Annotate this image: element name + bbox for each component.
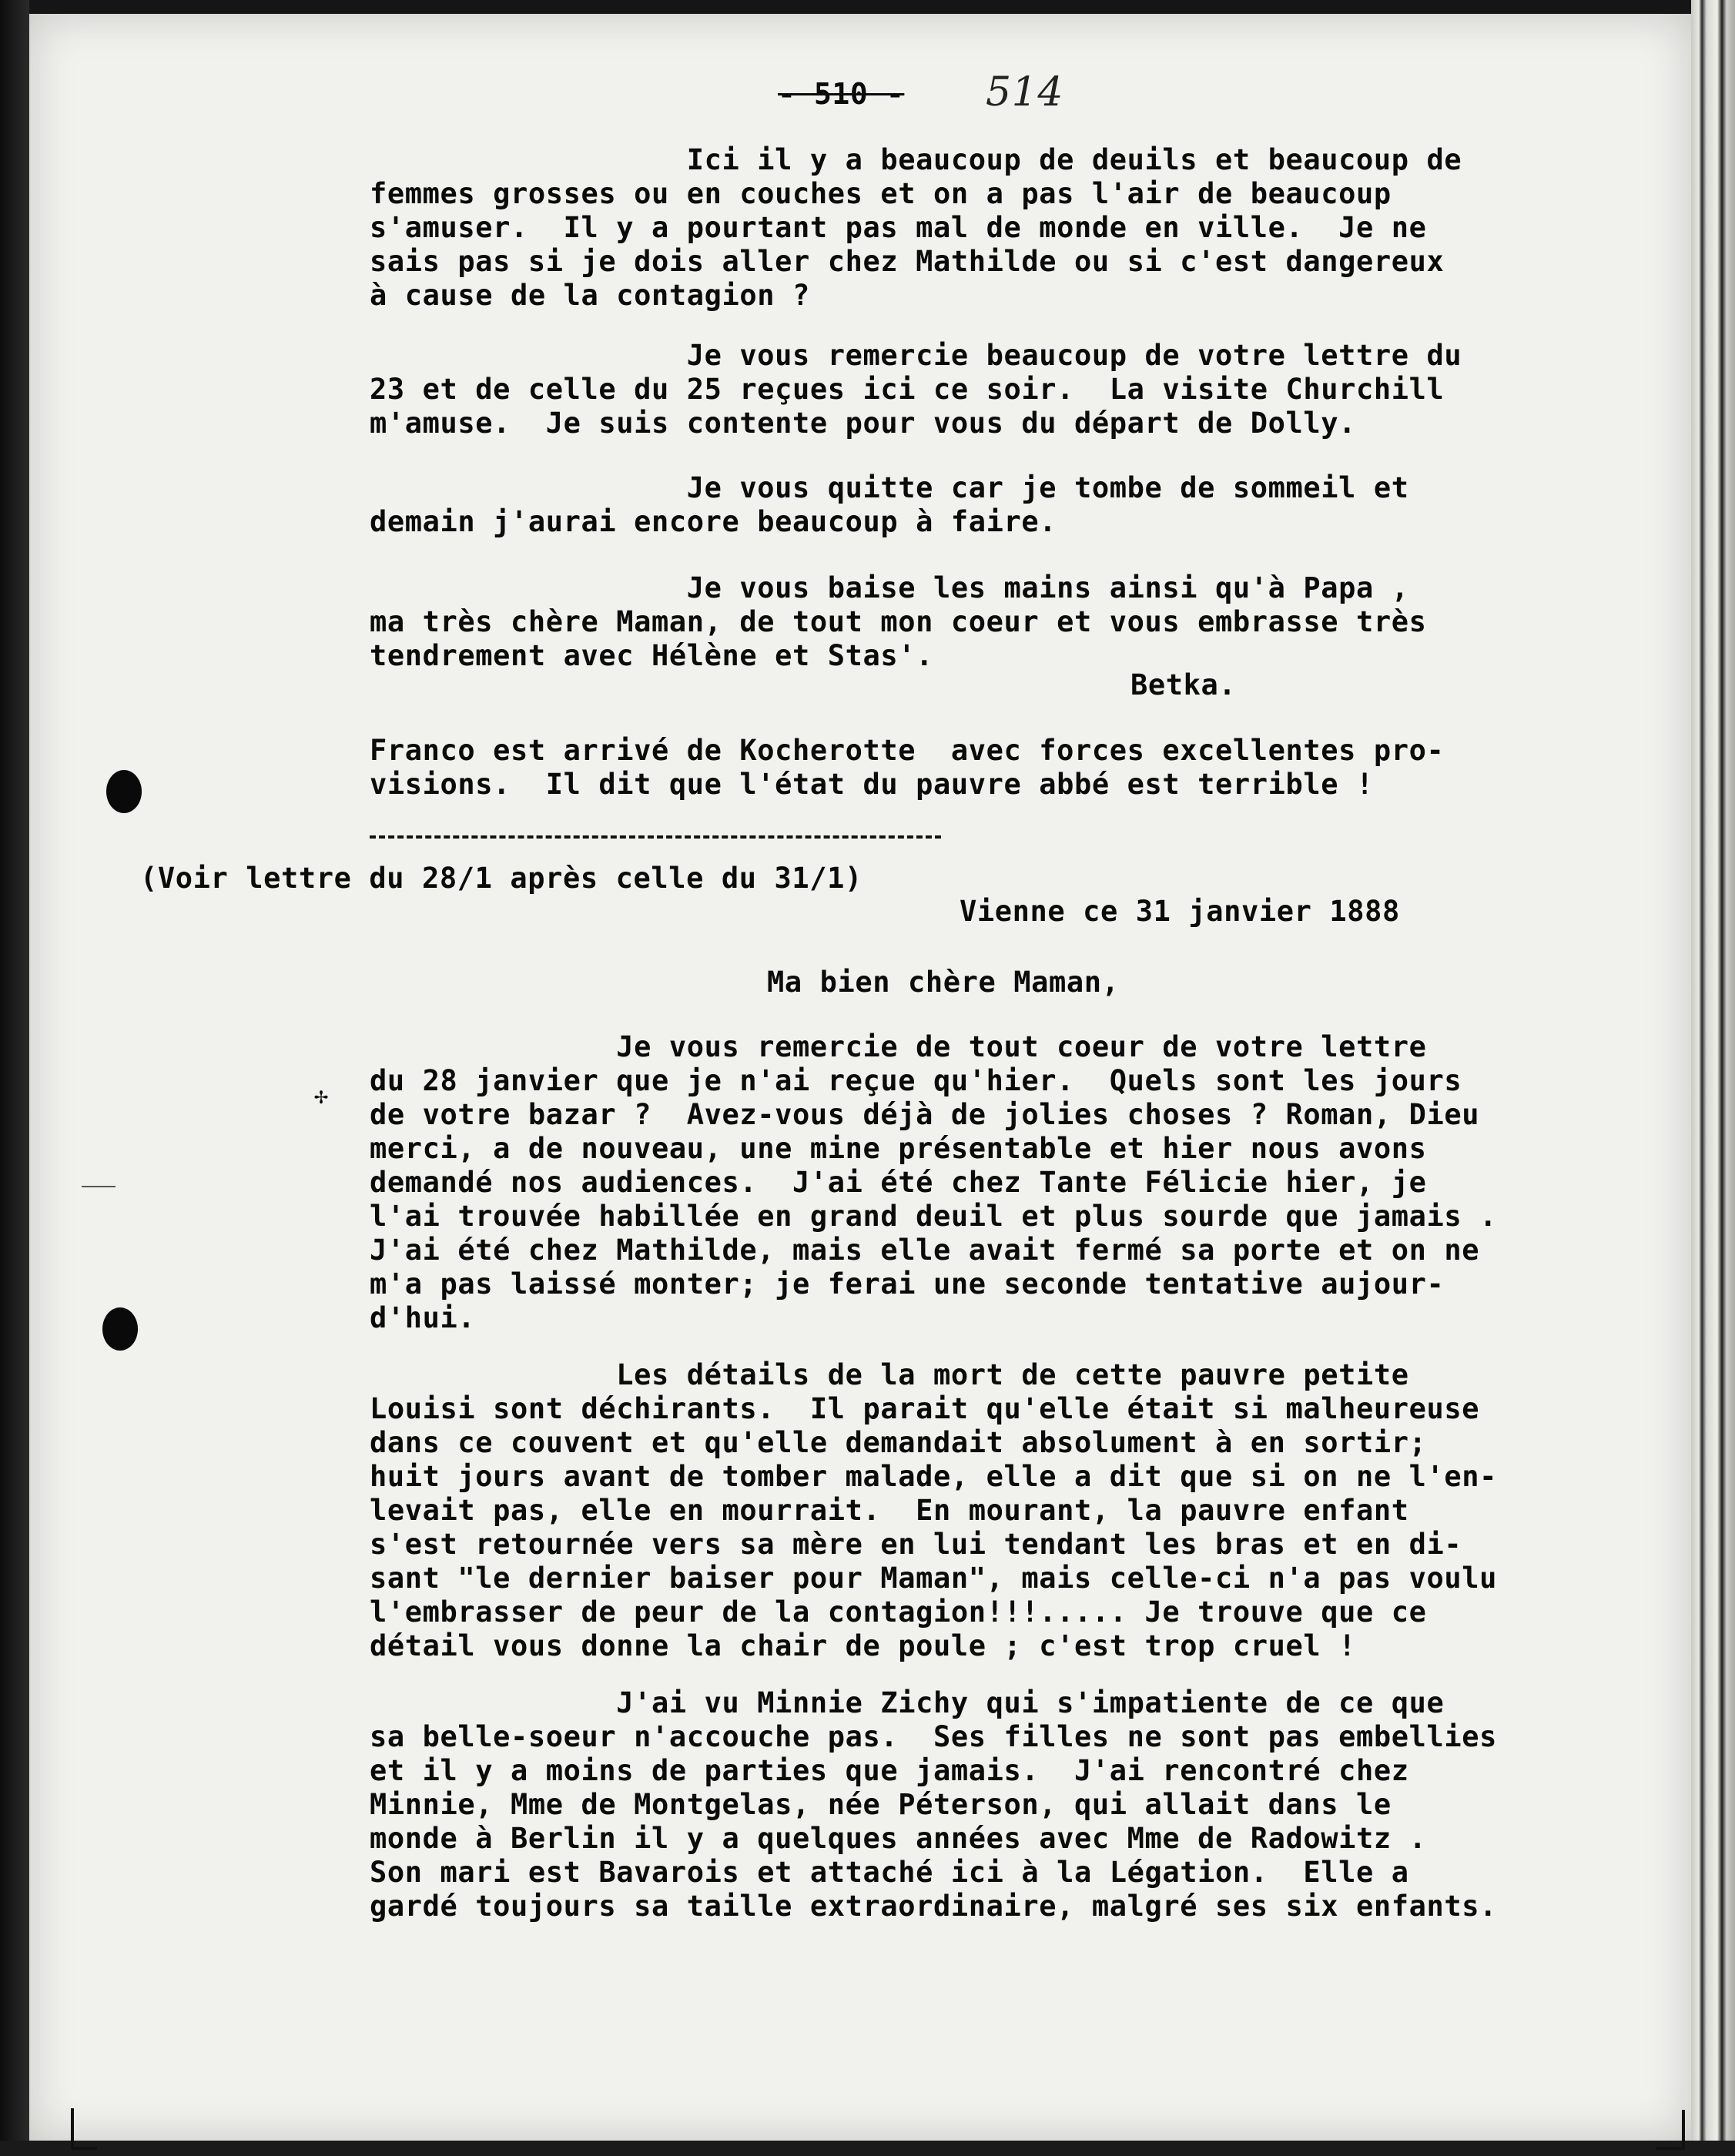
text-line: Minnie, Mme de Montgelas, née Péterson, qui allait dans le (370, 1788, 1392, 1821)
text-line: J'ai été chez Mathilde, mais elle avait fermé sa porte et on ne (370, 1234, 1480, 1267)
text-line: monde à Berlin il y a quelques années avec Mme de Radowitz . (370, 1822, 1427, 1855)
text-line: Les détails de la mort de cette pauvre petite (370, 1358, 1409, 1391)
text-line: s'est retournée vers sa mère en lui tendant les bras et en di- (370, 1528, 1462, 1561)
text-line: s'amuser. Il y a pourtant pas mal de monde en ville. Je ne (370, 211, 1427, 244)
paragraph-thanks-bazar (370, 1030, 1633, 1335)
paragraph-louisi (370, 1358, 1633, 1663)
text-line: Louisi sont déchirants. Il parait qu'elle était si malheureuse (370, 1392, 1480, 1425)
text-line: dans ce couvent et qu'elle demandait absolument à en sortir; (370, 1426, 1427, 1459)
margin-mark-icon: ✢ (314, 1083, 329, 1110)
text-line: sant "le dernier baiser pour Maman", mais celle-ci n'a pas voulu (370, 1562, 1498, 1595)
text-line: demain j'aurai encore beaucoup à faire. (370, 505, 1057, 538)
text-line: tendrement avec Hélène et Stas'. (370, 639, 934, 672)
text-line: l'embrasser de peur de la contagion!!!..... Je trouve que ce (370, 1595, 1427, 1629)
text-line: détail vous donne la chair de poule ; c'est trop cruel ! (370, 1629, 1357, 1662)
separator-rule (370, 835, 941, 839)
text-line: Franco est arrivé de Kocherotte avec forces excellentes pro- (370, 734, 1445, 767)
paragraph-leaving (370, 471, 1633, 539)
text-line: d'hui. (370, 1301, 476, 1334)
text-line: Ici il y a beaucoup de deuils et beaucoup de (370, 143, 1462, 176)
text-line: sa belle-soeur n'accouche pas. Ses filles ne sont pas embellies (370, 1720, 1498, 1753)
text-line: Je vous baise les mains ainsi qu'à Papa , (370, 571, 1409, 604)
text-line: gardé toujours sa taille extraordinaire, malgré ses six enfants. (370, 1890, 1498, 1923)
text-line: l'ai trouvée habillée en grand deuil et plus sourde que jamais . (370, 1200, 1498, 1233)
text-line: Son mari est Bavarois et attaché ici à la Légation. Elle a (370, 1856, 1409, 1889)
text-line: m'amuse. Je suis contente pour vous du départ de Dolly. (370, 407, 1357, 440)
text-line: huit jours avant de tomber malade, elle a dit que si on ne l'en- (370, 1460, 1498, 1493)
text-line: à cause de la contagion ? (370, 279, 810, 312)
text-line: sais pas si je dois aller chez Mathilde ou si c'est dangereux (370, 245, 1445, 278)
text-line: 23 et de celle du 25 reçues ici ce soir. La visite Churchill (370, 373, 1445, 406)
text-line: du 28 janvier que je n'ai reçue qu'hier. Quels sont les jours (370, 1064, 1462, 1097)
editorial-note: (Voir lettre du 28/1 après celle du 31/1) (140, 862, 862, 895)
text-line: visions. Il dit que l'état du pauvre abbé est terrible ! (370, 768, 1374, 801)
paragraph-minnie (370, 1686, 1633, 1923)
signature: Betka. (1130, 668, 1237, 701)
paragraph-thanks (370, 339, 1633, 440)
letter-dateline: Vienne ce 31 janvier 1888 (960, 895, 1400, 928)
paragraph-closing (370, 571, 1633, 673)
text-line: Je vous remercie de tout coeur de votre lettre (370, 1030, 1427, 1063)
text-line: ma très chère Maman, de tout mon coeur et vous embrasse très (370, 605, 1427, 638)
text-line: demandé nos audiences. J'ai été chez Tante Félicie hier, je (370, 1166, 1427, 1199)
typed-page-number: - 510 - (778, 77, 905, 111)
text-line: de votre bazar ? Avez-vous déjà de jolies choses ? Roman, Dieu (370, 1098, 1480, 1131)
text-line: Je vous quitte car je tombe de sommeil et (370, 471, 1409, 504)
text-line: merci, a de nouveau, une mine présentable et hier nous avons (370, 1132, 1427, 1165)
handwritten-page-number: 514 (986, 69, 1064, 116)
postscript (370, 734, 1633, 802)
text-line: m'a pas laissé monter; je ferai une seconde tentative aujour- (370, 1267, 1445, 1301)
text-line: levait pas, elle en mourrait. En mourant, la pauvre enfant (370, 1494, 1409, 1527)
text-line: et il y a moins de parties que jamais. J'ai rencontré chez (370, 1754, 1409, 1787)
paragraph-mourning (370, 143, 1633, 313)
text-line: femmes grosses ou en couches et on a pas l'air de beaucoup (370, 177, 1392, 210)
text-line: Je vous remercie beaucoup de votre lettre du (370, 339, 1462, 372)
text-line: J'ai vu Minnie Zichy qui s'impatiente de ce que (370, 1686, 1445, 1719)
salutation: Ma bien chère Maman, (767, 966, 1120, 999)
